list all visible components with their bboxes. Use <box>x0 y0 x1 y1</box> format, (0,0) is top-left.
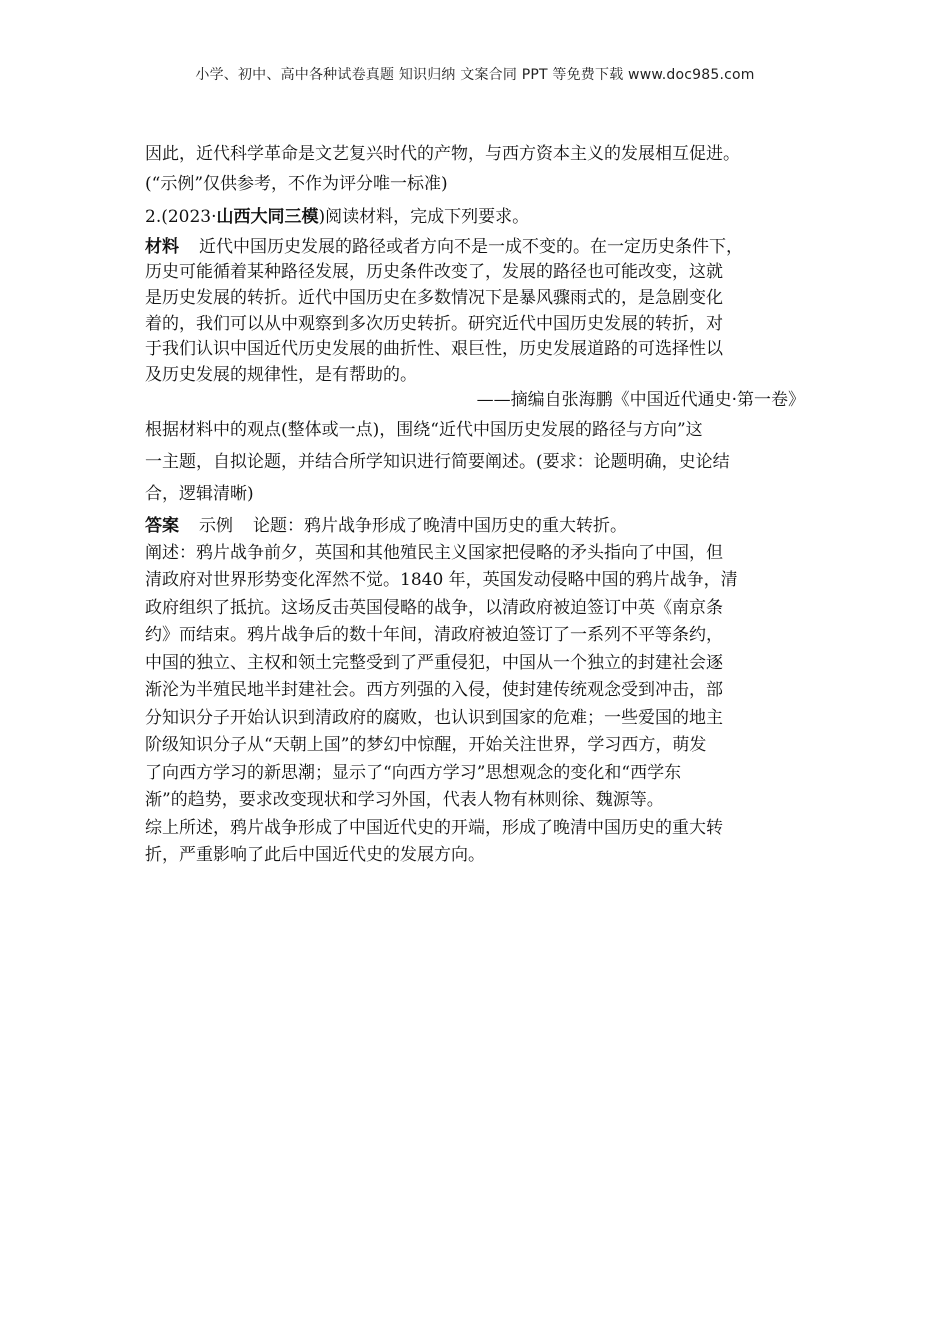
elaboration-line-1: 阐述：鸦片战争前夕，英国和其他殖民主义国家把侵略的矛头指向了中国，但 <box>145 542 723 563</box>
elaboration-line-10: 渐”的趋势，要求改变现状和学习外国，代表人物有林则徐、魏源等。 <box>145 790 664 811</box>
prompt-line-1: 根据材料中的观点(整体或一点)，围绕“近代中国历史发展的路径与方向”这 <box>145 419 703 440</box>
elaboration-line-2: 清政府对世界形势变化浑然不觉。1840 年，英国发动侵略中国的鸦片战争，清 <box>145 570 738 591</box>
elaboration-line-5: 中国的独立、主权和领土完整受到了严重侵犯，中国从一个独立的封建社会逐 <box>145 652 723 673</box>
material-paragraph <box>145 235 805 389</box>
question-prompt <box>145 414 805 510</box>
elaboration-line-6: 渐沦为半殖民地半封建社会。西方列强的入侵，使封建传统观念受到冲击，部 <box>145 680 723 701</box>
answer-elaboration <box>145 540 805 815</box>
question-number: 2.(2023· <box>145 207 217 228</box>
answer-example: 示例 <box>199 515 233 536</box>
prompt-line-2: 一主题，自拟论题，并结合所学知识进行简要阐述。(要求：论题明确，史论结 <box>145 451 730 472</box>
elaboration-line-9: 了向西方学习的新思潮；显示了“向西方学习”思想观念的变化和“西学东 <box>145 762 682 783</box>
document-body <box>145 142 805 870</box>
elaboration-line-8: 阶级知识分子从“天朝上国”的梦幻中惊醒，开始关注世界，学习西方，萌发 <box>145 735 707 756</box>
intro-paragraph <box>145 142 805 197</box>
elaboration-line-3: 政府组织了抵抗。这场反击英国侵略的战争，以清政府被迫签订中英《南京条 <box>145 597 723 618</box>
answer-thesis-text: 论题：鸦片战争形成了晚清中国历史的重大转折。 <box>253 515 627 536</box>
material-line-5: 于我们认识中国近代历史发展的曲折性、艰巨性，历史发展道路的可选择性以 <box>145 339 723 360</box>
conclusion-line-2: 折，严重影响了此后中国近代史的发展方向。 <box>145 845 485 866</box>
answer-label: 答案 <box>145 515 179 536</box>
material-label: 材料 <box>145 236 179 257</box>
attribution-text: ——摘编自张海鹏《中国近代通史·第一卷》 <box>476 390 805 411</box>
conclusion-line-1: 综上所述，鸦片战争形成了中国近代史的开端，形成了晚清中国历史的重大转 <box>145 817 723 838</box>
material-attribution <box>145 388 805 414</box>
question-heading <box>145 205 805 231</box>
material-line-6: 及历史发展的规律性，是有帮助的。 <box>145 364 417 385</box>
elaboration-line-7: 分知识分子开始认识到清政府的腐败，也认识到国家的危难；一些爱国的地主 <box>145 707 723 728</box>
answer-conclusion <box>145 815 805 870</box>
intro-line-1: 因此，近代科学革命是文艺复兴时代的产物，与西方资本主义的发展相互促进。 <box>145 144 740 164</box>
question-instruction: )阅读材料，完成下列要求。 <box>318 207 530 228</box>
answer-thesis <box>145 514 805 540</box>
material-line-1: 材料 近代中国历史发展的路径或者方向不是一成不变的。在一定历史条件下， <box>145 236 743 257</box>
elaboration-line-4: 约》而结束。鸦片战争后的数十年间，清政府被迫签订了一系列不平等条约， <box>145 625 723 646</box>
intro-line-2: (“示例”仅供参考，不作为评分唯一标准) <box>145 173 448 194</box>
material-line-4: 着的，我们可以从中观察到多次历史转折。研究近代中国历史发展的转折，对 <box>145 313 723 334</box>
prompt-line-3: 合，逻辑清晰) <box>145 483 254 504</box>
page-header: 小学、初中、高中各种试卷真题 知识归纳 文案合同 PPT 等免费下载 www.doc985.com <box>195 67 755 83</box>
material-line-2: 历史可能循着某种路径发展，历史条件改变了，发展的路径也可能改变，这就 <box>145 262 723 283</box>
material-line-3: 是历史发展的转折。近代中国历史在多数情况下是暴风骤雨式的，是急剧变化 <box>145 287 723 308</box>
question-source: 山西大同三模 <box>216 207 319 228</box>
